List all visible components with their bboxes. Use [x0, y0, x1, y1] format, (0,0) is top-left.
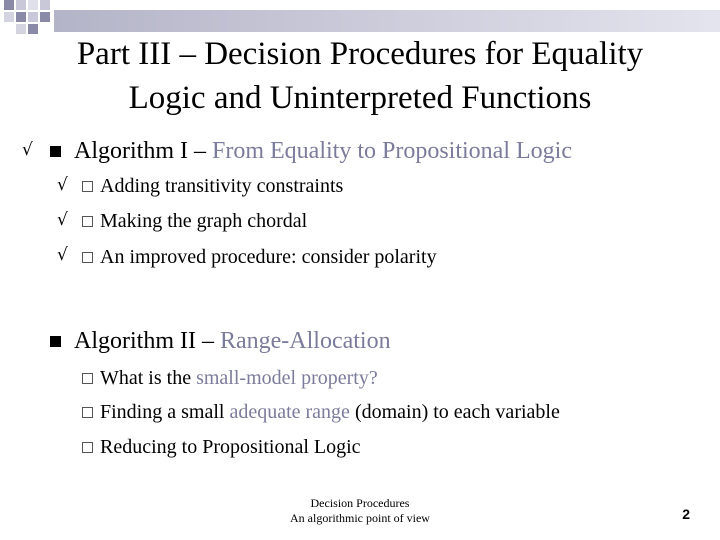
slide-footer	[250, 496, 470, 526]
deco-square	[4, 12, 14, 22]
deco-square	[16, 12, 26, 22]
deco-square	[28, 0, 38, 10]
subitem	[82, 245, 437, 269]
footer-line-2: An algorithmic point of view	[290, 511, 430, 525]
checkbox-icon	[82, 442, 93, 453]
checkbox-icon	[82, 407, 93, 418]
footer-line-1: Decision Procedures	[310, 496, 410, 510]
checkbox-icon	[82, 181, 93, 192]
subitem-text: An improved procedure: consider polarity	[100, 246, 437, 268]
subitem	[82, 209, 307, 233]
bullet-prefix: Algorithm II –	[74, 328, 220, 354]
deco-square	[16, 24, 26, 34]
bullet-highlight: Range-Allocation	[219, 328, 391, 354]
subitem-highlight: adequate range	[229, 401, 350, 423]
title-line-2: Logic and Uninterpreted Functions	[128, 80, 592, 116]
deco-square	[16, 0, 26, 10]
bullet-algorithm-2	[74, 327, 391, 355]
deco-band	[54, 10, 720, 32]
bullet-algorithm-1	[74, 137, 572, 165]
subitem	[82, 366, 378, 390]
check-mark: √	[22, 140, 33, 160]
subitem	[82, 435, 361, 459]
checkbox-icon	[82, 252, 93, 263]
bullet-square-icon	[50, 146, 61, 157]
bullet-prefix: Algorithm I –	[74, 138, 212, 164]
checkbox-icon	[82, 216, 93, 227]
bullet-square-icon	[50, 336, 61, 347]
deco-square	[40, 0, 50, 10]
subitem-text-rest: (domain) to each variable	[349, 401, 560, 423]
deco-square	[28, 12, 38, 22]
deco-square	[40, 12, 50, 22]
checkbox-icon	[82, 373, 93, 384]
slide-title	[30, 32, 690, 120]
subitem-text: Making the graph chordal	[100, 210, 308, 232]
subitem-text: Finding a small	[100, 401, 230, 423]
subitem-text: Adding transitivity constraints	[100, 175, 344, 197]
subitem-text: Reducing to Propositional Logic	[100, 436, 361, 458]
bullet-highlight: From Equality to Propositional Logic	[212, 138, 572, 164]
title-line-1: Part III – Decision Procedures for Equality	[76, 36, 644, 72]
check-mark: √	[57, 245, 68, 265]
check-mark: √	[57, 175, 68, 195]
subitem	[82, 174, 343, 198]
subitem-text: What is the	[100, 367, 197, 389]
subitem	[82, 400, 560, 424]
deco-square	[4, 0, 14, 10]
subitem-highlight: small-model property?	[196, 367, 378, 389]
page-number: 2	[682, 506, 690, 522]
check-mark: √	[57, 210, 68, 230]
